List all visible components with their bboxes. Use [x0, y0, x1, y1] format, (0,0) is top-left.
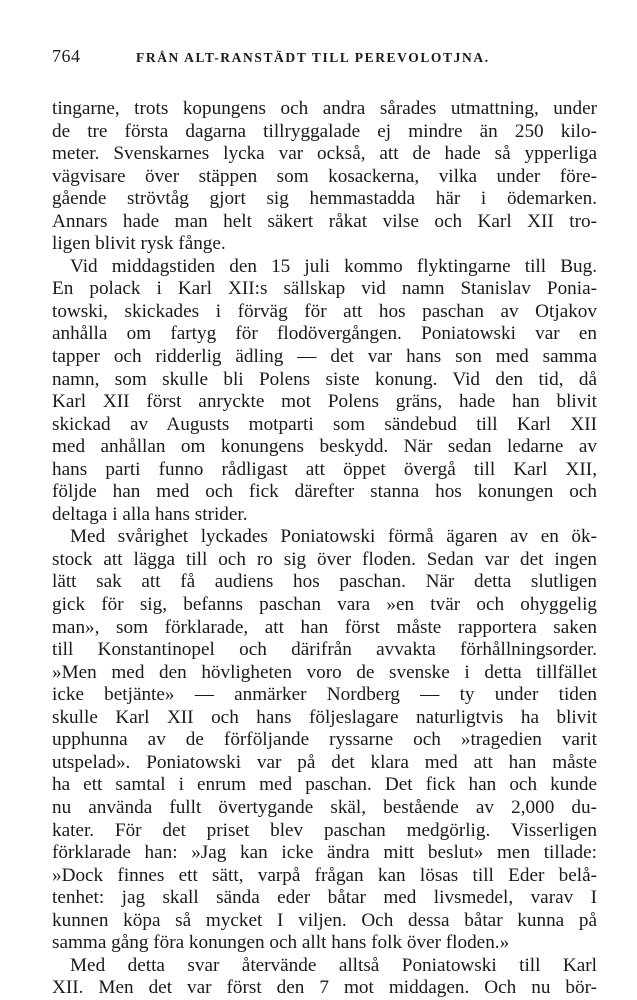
text-line: kater. För det priset blev paschan medgörlig. Visserligen — [52, 819, 597, 841]
text-line: gående strövtåg gjort sig hemmastadda här i ödemarken. — [52, 188, 597, 210]
text-line: Karl XII först anryckte mot Polens gräns, hade han blivit — [52, 391, 597, 413]
text-line: till Konstantinopel och därifrån avvakta förhållningsorder. — [52, 639, 597, 661]
text-line: kunnen köpa så mycket I viljen. Och dessa båtar kunna på — [52, 909, 597, 931]
text-line: Med detta svar återvände alltså Poniatowski till Karl — [70, 954, 597, 976]
text-line: ha ett samtal i enrum med paschan. Det fick han och kunde — [52, 774, 597, 796]
text-line: tapper och ridderlig ädling — det var hans son med samma — [52, 346, 597, 368]
text-line: samma gång föra konungen och allt hans folk över floden.» — [52, 932, 510, 954]
text-line: följde han med och fick därefter stanna hos konungen och — [52, 481, 597, 503]
text-line: icke betjänte» — anmärker Nordberg — ty under tiden — [52, 684, 597, 706]
body-text — [52, 98, 597, 1000]
text-line: deltaga i alla hans strider. — [52, 503, 248, 525]
text-line: »Men med den hövligheten voro de svenske i detta tillfället — [52, 661, 597, 683]
running-head — [52, 46, 592, 70]
text-line: XII. Men det var först den 7 mot middagen. Och nu bör- — [52, 977, 597, 999]
text-line: nu använda fullt övertygande skäl, bestående av 2,000 du- — [52, 796, 597, 818]
text-line: lätt sak att få audiens hos paschan. När detta slutligen — [52, 571, 597, 593]
text-line: anhålla om fartyg för flodövergången. Poniatowski var en — [52, 323, 597, 345]
text-line: En polack i Karl XII:s sällskap vid namn Stanislav Ponia- — [52, 278, 597, 300]
text-line: »Dock finnes ett sätt, varpå frågan kan lösas till Eder belå- — [52, 864, 597, 886]
text-line: utspelad». Poniatowski var på det klara med att han måste — [52, 751, 597, 773]
text-line: Med svårighet lyckades Poniatowski förmå ägaren av en ök- — [70, 526, 597, 548]
text-line: meter. Svenskarnes lycka var också, att de hade så ypperliga — [52, 143, 597, 165]
page-number: 764 — [52, 46, 81, 66]
text-line: förklarade han: »Jag kan icke ändra mitt beslut» men tillade: — [52, 842, 597, 864]
text-line: skickad av Augusts motparti som sändebud till Karl XII — [52, 413, 597, 435]
text-line: hans parti funno rådligast att öppet övergå till Karl XII, — [52, 458, 597, 480]
text-line: de tre första dagarna tillryggalade ej mindre än 250 kilo- — [52, 120, 597, 142]
text-line: med anhållan om konungens beskydd. När sedan ledarne av — [52, 436, 597, 458]
text-line: gick för sig, befanns paschan vara »en tvär och ohyggelig — [52, 594, 597, 616]
text-line: tingarne, trots kopungens och andra sårades utmattning, under — [52, 98, 597, 119]
text-line: man», som förklarade, att han först måste rapportera saken — [52, 616, 597, 638]
text-line: vägvisare över stäppen som kosackerna, vilka under före- — [52, 165, 597, 187]
text-line: Annars hade man helt säkert råkat vilse och Karl XII tro- — [52, 210, 597, 232]
text-line: skulle Karl XII och hans följeslagare naturligtvis ha blivit — [52, 706, 597, 728]
running-title: FRÅN ALT-RANSTÄDT TILL PEREVOLOTJNA. — [136, 50, 490, 65]
text-line: Vid middagstiden den 15 juli kommo flyktingarne till Bug. — [70, 255, 597, 277]
text-line: tenhet: jag skall sända eder båtar med livsmedel, varav I — [52, 887, 597, 909]
text-line: upphunna av de förföljande ryssarne och »tragedien varit — [52, 729, 597, 751]
text-line: towski, skickades i förväg för att hos paschan av Otjakov — [52, 300, 597, 322]
text-line: stock att lägga till och ro sig över floden. Sedan var det ingen — [52, 548, 597, 570]
text-line: ligen blivit rysk fånge. — [52, 233, 226, 255]
text-line: namn, som skulle bli Polens siste konung. Vid den tid, då — [52, 368, 597, 390]
